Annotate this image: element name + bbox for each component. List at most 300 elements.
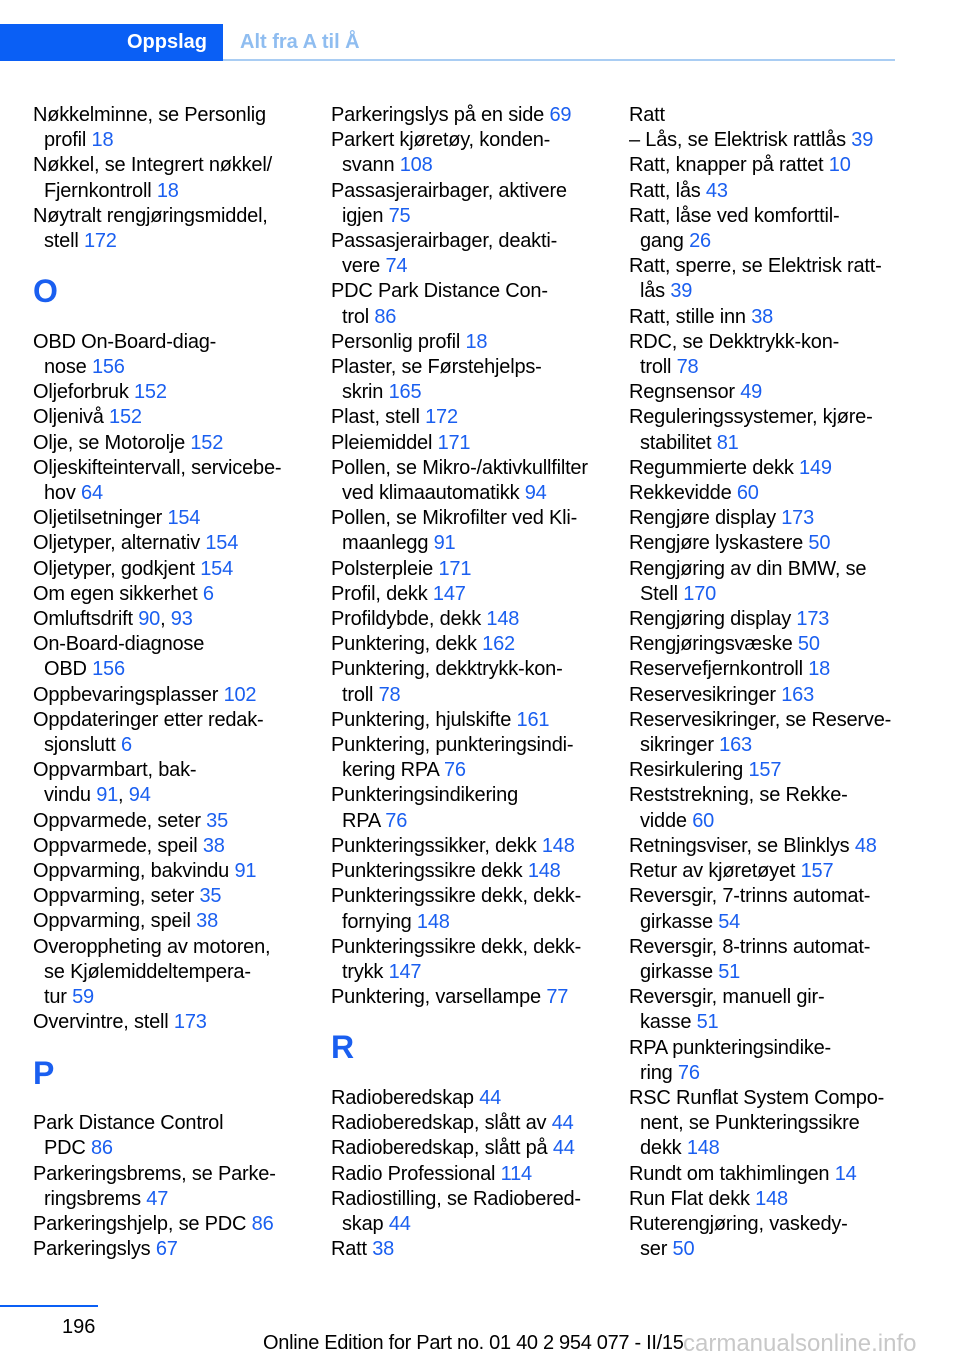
- entry-line: [33, 456, 323, 481]
- entry-text: Radioberedskap, slått på: [331, 1137, 548, 1160]
- page-link[interactable]: 114: [500, 1162, 532, 1185]
- page-link[interactable]: 163: [781, 683, 814, 706]
- entry-line: [33, 1010, 323, 1035]
- index-entry: [33, 103, 323, 153]
- page-link[interactable]: 172: [83, 230, 117, 253]
- index-entry: [33, 708, 323, 758]
- index-entry: [629, 1086, 919, 1162]
- index-entry: [629, 380, 919, 405]
- index-entry: [629, 1212, 919, 1262]
- footer-rule: [0, 1305, 98, 1307]
- page-link[interactable]: 60: [692, 809, 715, 832]
- entry-text: Stell: [640, 582, 678, 605]
- entry-text: Rekkevidde: [629, 482, 732, 505]
- entry-text: Retur av kjøretøyet: [629, 860, 796, 883]
- entry-text: Regnsensor: [629, 381, 735, 404]
- page-link[interactable]: 50: [672, 1238, 695, 1261]
- entry-line: [33, 985, 323, 1010]
- entry-line: [33, 960, 323, 985]
- page-link[interactable]: 163: [719, 734, 752, 757]
- index-entry: [629, 557, 919, 607]
- entry-text: Parkeringsbrems, se Parke-: [33, 1162, 276, 1185]
- page-link[interactable]: 93: [170, 608, 193, 631]
- entry-line: [629, 153, 919, 178]
- entry-line: [629, 103, 919, 128]
- page-link[interactable]: 108: [399, 154, 433, 177]
- index-entry: [331, 128, 621, 178]
- index-entry: [33, 1010, 323, 1035]
- entry-text: Plaster, se Førstehjelps-: [331, 356, 542, 379]
- page-link[interactable]: 86: [374, 305, 397, 328]
- entry-text: On-Board-diagnose: [33, 633, 205, 656]
- index-entry: [331, 506, 621, 556]
- page-link[interactable]: 14: [834, 1162, 857, 1185]
- index-entry: [33, 758, 323, 808]
- entry-text: igjen: [342, 204, 384, 227]
- entry-text: Park Distance Control: [33, 1112, 224, 1135]
- page-link[interactable]: 6: [202, 582, 214, 605]
- page-link[interactable]: 152: [109, 406, 142, 429]
- entry-line: [629, 910, 919, 935]
- entry-text: gang: [640, 230, 684, 253]
- entry-text: Oljenivå: [33, 406, 104, 429]
- page-link[interactable]: 173: [781, 507, 815, 530]
- page-link[interactable]: 18: [808, 658, 831, 681]
- page-link[interactable]: 171: [437, 431, 471, 454]
- index-entry: [629, 1036, 919, 1086]
- entry-line: [629, 657, 919, 682]
- entry-text: Radioberedskap: [331, 1086, 474, 1109]
- entry-line: [33, 884, 323, 909]
- tab-alt-fra-a-til-a[interactable]: Alt fra A til Å: [240, 31, 360, 53]
- page-link[interactable]: 148: [486, 608, 520, 631]
- entry-text: Reversgir, 7-trinns automat-: [629, 885, 871, 908]
- entry-text: Plast, stell: [331, 406, 420, 429]
- entry-line: [33, 834, 323, 859]
- index-entry: [629, 103, 919, 128]
- entry-text: lås: [640, 280, 665, 303]
- page-link[interactable]: 60: [736, 482, 759, 505]
- entry-text: se Kjølemiddeltempera-: [44, 960, 251, 983]
- page-link[interactable]: 38: [751, 305, 774, 328]
- entry-line: [629, 1187, 919, 1212]
- index-entry: [331, 1111, 621, 1136]
- entry-line: [629, 1212, 919, 1237]
- page-link[interactable]: 35: [206, 809, 229, 832]
- entry-line: [331, 910, 621, 935]
- index-entry: [629, 632, 919, 657]
- entry-line: [629, 1136, 919, 1161]
- entry-text: vere: [342, 255, 381, 278]
- page-link[interactable]: 48: [854, 834, 877, 857]
- page-link[interactable]: 49: [740, 381, 763, 404]
- entry-line: [331, 834, 621, 859]
- page-link[interactable]: 38: [372, 1238, 395, 1261]
- entry-text: nose: [44, 356, 87, 379]
- index-entry: [331, 279, 621, 329]
- index-entry: [33, 935, 323, 1011]
- index-entry: [33, 607, 323, 632]
- entry-line: [331, 531, 621, 556]
- page-link[interactable]: 78: [378, 683, 401, 706]
- page-link[interactable]: 50: [797, 633, 820, 656]
- index-entry: [331, 1136, 621, 1161]
- index-entry: [331, 456, 621, 506]
- page-link[interactable]: 18: [156, 179, 179, 202]
- index-entry: [33, 431, 323, 456]
- entry-text: Parkeringslys på en side: [331, 104, 545, 126]
- entry-line: [331, 733, 621, 758]
- page-link[interactable]: 91: [96, 784, 119, 807]
- entry-line: [629, 279, 919, 304]
- entry-line: [33, 330, 323, 355]
- entry-line: [33, 179, 323, 204]
- page-link[interactable]: 149: [799, 456, 832, 479]
- page-link[interactable]: 102: [223, 683, 257, 706]
- entry-line: [331, 254, 621, 279]
- entry-text: Om egen sikkerhet: [33, 582, 198, 605]
- entry-line: [33, 1111, 323, 1136]
- entry-line: [331, 355, 621, 380]
- page-link[interactable]: 77: [546, 986, 569, 1009]
- entry-text: Rengjøre lyskastere: [629, 532, 804, 555]
- page-link[interactable]: 161: [516, 708, 550, 731]
- entry-line: [331, 380, 621, 405]
- index-entry: [629, 179, 919, 204]
- entry-line: [33, 859, 323, 884]
- index-entry: [33, 683, 323, 708]
- page-link[interactable]: 51: [696, 1011, 719, 1034]
- entry-line: [331, 1237, 621, 1262]
- entry-text: ved klimaautomatikk: [342, 482, 520, 505]
- index-entry: [629, 607, 919, 632]
- entry-line: [33, 935, 323, 960]
- entry-line: [33, 758, 323, 783]
- entry-line: [33, 1212, 323, 1237]
- index-entry: [629, 405, 919, 455]
- entry-line: [629, 884, 919, 909]
- page-link[interactable]: 76: [385, 809, 408, 832]
- page-link[interactable]: 94: [128, 784, 151, 807]
- index-entry: [33, 456, 323, 506]
- entry-line: [33, 204, 323, 229]
- page-link[interactable]: 78: [676, 356, 699, 379]
- page-link[interactable]: 170: [683, 582, 717, 605]
- entry-text: Reststrekning, se Rekke-: [629, 784, 848, 807]
- page-link[interactable]: 156: [92, 658, 125, 681]
- page-link[interactable]: 64: [81, 482, 103, 505]
- page-link[interactable]: 50: [808, 532, 831, 555]
- page-link[interactable]: 44: [479, 1086, 502, 1109]
- entry-text: Punkteringssikre dekk: [331, 860, 523, 883]
- page-link[interactable]: 165: [388, 381, 422, 404]
- entry-line: [331, 758, 621, 783]
- entry-line: [629, 1061, 919, 1086]
- page-link[interactable]: 67: [155, 1238, 178, 1261]
- entry-text: Reservefjernkontroll: [629, 658, 803, 681]
- page-link[interactable]: 154: [167, 507, 201, 530]
- entry-text: RPA: [342, 809, 380, 832]
- entry-text: girkasse: [640, 910, 713, 933]
- entry-text: Reguleringssystemer, kjøre-: [629, 406, 873, 429]
- page-link[interactable]: 152: [190, 431, 224, 454]
- entry-text: kering RPA: [342, 759, 439, 782]
- entry-text: Polsterpleie: [331, 557, 434, 580]
- entry-line: [629, 607, 919, 632]
- page-link[interactable]: 173: [796, 608, 830, 631]
- entry-line: [33, 103, 323, 128]
- entry-text: girkasse: [640, 960, 713, 983]
- page-link[interactable]: 154: [205, 532, 239, 555]
- page-link[interactable]: 54: [718, 910, 741, 933]
- entry-line: [629, 1162, 919, 1187]
- page-link[interactable]: 26: [689, 230, 711, 253]
- entry-text: Passasjerairbager, aktivere: [331, 179, 567, 202]
- index-column-2: [331, 103, 621, 1262]
- entry-text: Pollen, se Mikro-/aktivkullfilter: [331, 456, 588, 479]
- page-link[interactable]: 18: [91, 129, 114, 152]
- entry-text: – Lås, se Elektrisk rattlås: [629, 129, 846, 152]
- page-link[interactable]: 148: [755, 1187, 788, 1210]
- entry-text: kasse: [640, 1011, 692, 1034]
- index-entry: [33, 557, 323, 582]
- entry-line: [629, 834, 919, 859]
- entry-text: Ratt: [331, 1238, 367, 1261]
- entry-text: Reservesikringer, se Reserve-: [629, 708, 892, 731]
- page-link[interactable]: 81: [716, 431, 739, 454]
- index-entry: [629, 758, 919, 783]
- page-link[interactable]: 6: [120, 734, 132, 757]
- entry-line: [331, 783, 621, 808]
- index-entry: [629, 1187, 919, 1212]
- page-link[interactable]: 173: [173, 1011, 207, 1034]
- entry-line: [629, 355, 919, 380]
- tab-underline: [223, 59, 895, 61]
- entry-line: [33, 1187, 323, 1212]
- page-link[interactable]: 38: [202, 834, 225, 857]
- entry-line: [629, 733, 919, 758]
- entry-text: Overvintre, stell: [33, 1011, 169, 1034]
- entry-line: [33, 632, 323, 657]
- entry-line: [33, 229, 323, 254]
- index-entry: [331, 103, 621, 128]
- entry-line: [33, 909, 323, 934]
- page-link[interactable]: 148: [541, 834, 575, 857]
- index-entry: [331, 405, 621, 430]
- page-link[interactable]: 147: [388, 960, 422, 983]
- index-entry: [33, 153, 323, 203]
- page-link[interactable]: 94: [524, 482, 547, 505]
- entry-line: [331, 1136, 621, 1161]
- page-link[interactable]: 44: [552, 1137, 575, 1160]
- entry-text: Radiostilling, se Radiobered-: [331, 1187, 581, 1210]
- entry-line: [629, 582, 919, 607]
- page-link[interactable]: 47: [146, 1187, 169, 1210]
- index-entry: [33, 531, 323, 556]
- page-link[interactable]: 43: [705, 179, 728, 202]
- entry-line: [331, 859, 621, 884]
- entry-text: Nøytralt rengjøringsmiddel,: [33, 204, 268, 227]
- entry-text: fornying: [342, 910, 412, 933]
- index-entry: [331, 582, 621, 607]
- page-link[interactable]: 44: [551, 1112, 574, 1135]
- index-entry: [629, 204, 919, 254]
- page-link[interactable]: 69: [549, 104, 572, 126]
- entry-text: Punkteringssikker, dekk: [331, 834, 537, 857]
- page-link[interactable]: 171: [438, 557, 472, 580]
- entry-text: ser: [640, 1238, 668, 1261]
- entry-line: [629, 758, 919, 783]
- page-link[interactable]: 157: [800, 860, 834, 883]
- entry-line: [33, 1136, 323, 1161]
- entry-line: [629, 254, 919, 279]
- index-entry: [629, 834, 919, 859]
- page-link[interactable]: 172: [425, 406, 458, 429]
- entry-text: Ratt: [629, 104, 665, 126]
- entry-text: sikringer: [640, 734, 714, 757]
- entry-line: [33, 128, 323, 153]
- page-link[interactable]: 38: [196, 910, 219, 933]
- entry-line: [331, 103, 621, 128]
- entry-text: Regummierte dekk: [629, 456, 794, 479]
- entry-line: [331, 305, 621, 330]
- entry-text: PDC: [44, 1137, 86, 1160]
- entry-line: [629, 229, 919, 254]
- index-entry: [629, 531, 919, 556]
- entry-text: Rengjøring display: [629, 608, 792, 631]
- index-entry: [629, 783, 919, 833]
- entry-text: Oljetyper, godkjent: [33, 557, 195, 580]
- entry-line: [331, 1086, 621, 1111]
- entry-line: [331, 582, 621, 607]
- page-link[interactable]: 39: [851, 129, 874, 152]
- page-link[interactable]: 76: [443, 759, 466, 782]
- entry-text: Rengjøringsvæske: [629, 633, 793, 656]
- entry-text: Oppbevaringsplasser: [33, 683, 219, 706]
- page-link[interactable]: 90: [138, 608, 161, 631]
- entry-line: vindu 91, 94: [44, 784, 151, 807]
- entry-text: profil: [44, 129, 87, 152]
- page-link[interactable]: 35: [199, 885, 222, 908]
- entry-text: Rengjøre display: [629, 507, 776, 530]
- entry-line: [629, 431, 919, 456]
- page-link[interactable]: 44: [388, 1212, 411, 1235]
- index-entry: [629, 657, 919, 682]
- page-link[interactable]: 147: [432, 582, 466, 605]
- entry-line: [331, 632, 621, 657]
- page-link[interactable]: 86: [251, 1212, 274, 1235]
- page-link[interactable]: 51: [718, 960, 741, 983]
- page-link[interactable]: 152: [133, 381, 167, 404]
- entry-text: Oljeskifteintervall, servicebe-: [33, 456, 282, 479]
- entry-line: [33, 582, 323, 607]
- entry-line: [629, 783, 919, 808]
- page-link[interactable]: 148: [686, 1137, 720, 1160]
- entry-line: [629, 204, 919, 229]
- index-column-3: [629, 103, 919, 1262]
- watermark: carmanualsonline.info: [683, 1330, 917, 1357]
- edition-text: Online Edition for Part no. 01 40 2 954 077 - II/15: [263, 1332, 684, 1354]
- entry-text: trol: [342, 305, 369, 328]
- page-link[interactable]: 75: [388, 204, 411, 227]
- entry-text: Ruterengjøring, vaskedy-: [629, 1212, 848, 1235]
- entry-text: Punktering, dekktrykk-kon-: [331, 658, 563, 681]
- page-link[interactable]: 76: [677, 1061, 700, 1084]
- entry-line: [629, 708, 919, 733]
- entry-line: [331, 431, 621, 456]
- page-link[interactable]: 86: [91, 1137, 113, 1160]
- entry-line: [331, 153, 621, 178]
- index-entry: [629, 708, 919, 758]
- entry-text: RSC Runflat System Compo-: [629, 1086, 885, 1109]
- entry-line: [33, 405, 323, 430]
- entry-text: hov: [44, 482, 76, 505]
- page-link[interactable]: 59: [72, 986, 94, 1009]
- index-entry: [331, 783, 621, 833]
- entry-text: Nøkkelminne, se Personlig: [33, 104, 266, 126]
- entry-line: [331, 557, 621, 582]
- entry-line: [629, 1111, 919, 1136]
- entry-text: Overoppheting av motoren,: [33, 935, 271, 958]
- entry-text: Ratt, låse ved komforttil-: [629, 204, 840, 227]
- page-link[interactable]: 91: [234, 860, 257, 883]
- index-entry: [331, 557, 621, 582]
- page-link[interactable]: 10: [828, 154, 851, 177]
- entry-text: Punktering, dekk: [331, 633, 477, 656]
- index-entry: [331, 1162, 621, 1187]
- entry-text: Punkteringssikre dekk, dekk-: [331, 935, 582, 958]
- index-entry: [629, 985, 919, 1035]
- tab-oppslag[interactable]: Oppslag: [0, 24, 223, 61]
- entry-line: [331, 809, 621, 834]
- page-link[interactable]: 148: [416, 910, 450, 933]
- entry-text: Oppvarmbart, bak-: [33, 759, 197, 782]
- entry-line: [33, 809, 323, 834]
- page-link[interactable]: 157: [748, 759, 782, 782]
- entry-text: vindu: [44, 784, 91, 807]
- page-link[interactable]: 156: [91, 356, 125, 379]
- index-entry: [33, 204, 323, 254]
- entry-text: PDC Park Distance Con-: [331, 280, 548, 303]
- page-link[interactable]: 91: [433, 532, 456, 555]
- entry-text: Ratt, stille inn: [629, 305, 746, 328]
- entry-text: Reversgir, manuell gir-: [629, 986, 825, 1009]
- page-link[interactable]: 162: [482, 633, 515, 656]
- page-link[interactable]: 18: [465, 330, 488, 353]
- page-link[interactable]: 74: [385, 255, 408, 278]
- entry-text: RPA punkteringsindike-: [629, 1036, 832, 1059]
- entry-line: [331, 884, 621, 909]
- index-entry: [629, 859, 919, 884]
- entry-text: Punktering, hjulskifte: [331, 708, 512, 731]
- entry-line: [331, 657, 621, 682]
- index-entry: [629, 1162, 919, 1187]
- entry-line: [331, 279, 621, 304]
- page-link[interactable]: 39: [670, 280, 693, 303]
- entry-line: [331, 708, 621, 733]
- page-link[interactable]: 154: [200, 557, 233, 580]
- entry-text: OBD On-Board-diag-: [33, 330, 217, 353]
- index-entry: [331, 657, 621, 707]
- entry-line: [629, 935, 919, 960]
- page-number: 196: [62, 1316, 96, 1338]
- entry-line: [33, 506, 323, 531]
- index-entry: [629, 330, 919, 380]
- page-link[interactable]: 148: [527, 860, 561, 883]
- index-entry: [33, 632, 323, 682]
- entry-text: Punktering, punkteringsindi-: [331, 734, 574, 757]
- entry-text: Oppvarmede, speil: [33, 834, 198, 857]
